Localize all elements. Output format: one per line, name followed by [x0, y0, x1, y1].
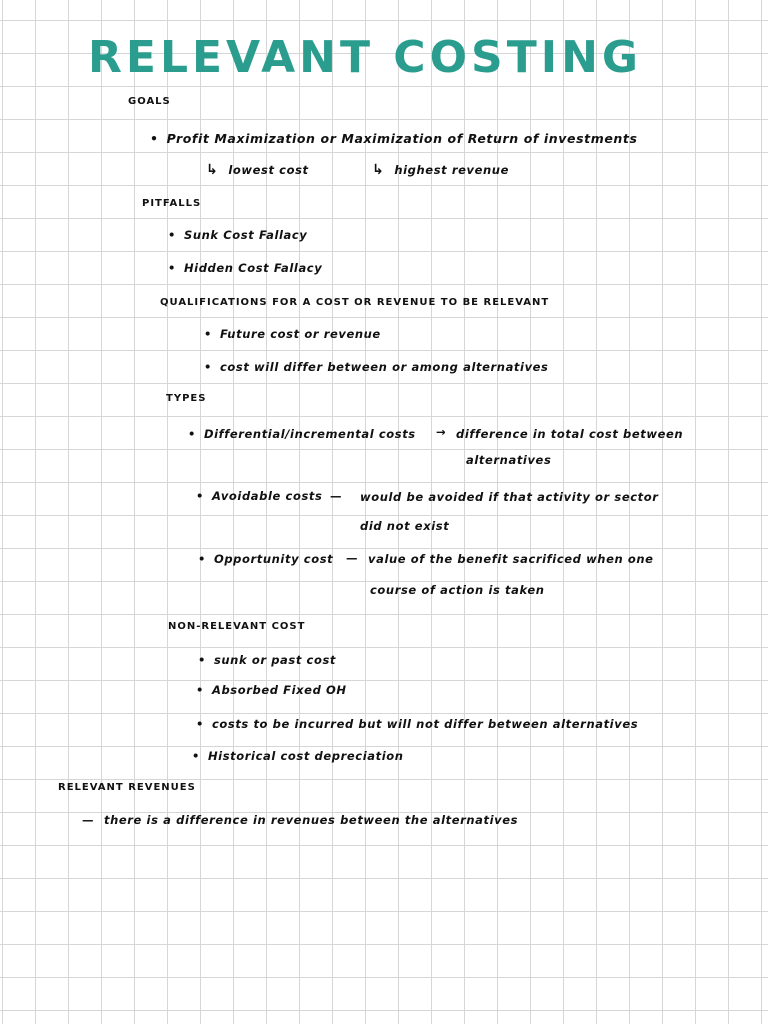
type-avoidable-desc-cont: did not exist [360, 519, 450, 533]
relevant-revenues-heading: RELEVANT REVENUES [58, 782, 196, 793]
page-title: RELEVANT COSTING [88, 32, 643, 83]
goals-sub-right-text: highest revenue [394, 163, 509, 177]
type-opportunity-label: • Opportunity cost [198, 552, 333, 566]
non-relevant-item: • costs to be incurred but will not differ between alternatives [196, 717, 638, 731]
dash-connector: — [82, 813, 95, 827]
qualifications-item: • Future cost or revenue [204, 327, 381, 341]
non-relevant-item: • Absorbed Fixed OH [196, 683, 347, 697]
type-differential-desc: difference in total cost between [456, 427, 684, 441]
pitfalls-item: • Hidden Cost Fallacy [168, 261, 322, 275]
goals-heading: GOALS [128, 96, 171, 107]
type-avoidable-desc: would be avoided if that activity or sector [360, 490, 659, 504]
right-arrow-icon: → [436, 425, 447, 439]
pitfalls-heading: PITFALLS [142, 198, 202, 209]
type-opportunity-desc-cont: course of action is taken [370, 583, 545, 597]
type-opportunity-desc: value of the benefit sacrificed when one [368, 552, 654, 566]
goals-item: • Profit Maximization or Maximization of Return of investments [150, 131, 638, 146]
goals-sub-right [372, 162, 509, 178]
hook-arrow-icon: ↳ [372, 162, 385, 178]
relevant-revenues-desc: there is a difference in revenues between the alternatives [104, 813, 519, 827]
type-differential-desc-cont: alternatives [466, 453, 552, 467]
goals-sub-left [206, 162, 309, 178]
hook-arrow-icon: ↳ [206, 162, 219, 178]
non-relevant-item: • Historical cost depreciation [192, 749, 404, 763]
dash-connector: — [330, 489, 343, 503]
non-relevant-heading: NON-RELEVANT COST [168, 621, 306, 632]
dash-connector: — [346, 551, 359, 565]
types-heading: TYPES [166, 393, 207, 404]
type-differential-label: • Differential/incremental costs [188, 427, 416, 441]
qualifications-item: • cost will differ between or among alternatives [204, 360, 549, 374]
goals-sub-left-text: lowest cost [228, 163, 309, 177]
non-relevant-item: • sunk or past cost [198, 653, 336, 667]
pitfalls-item: • Sunk Cost Fallacy [168, 228, 307, 242]
qualifications-heading: QUALIFICATIONS FOR A COST OR REVENUE TO BE RELEVANT [160, 297, 550, 308]
type-avoidable-label: • Avoidable costs [196, 489, 322, 503]
